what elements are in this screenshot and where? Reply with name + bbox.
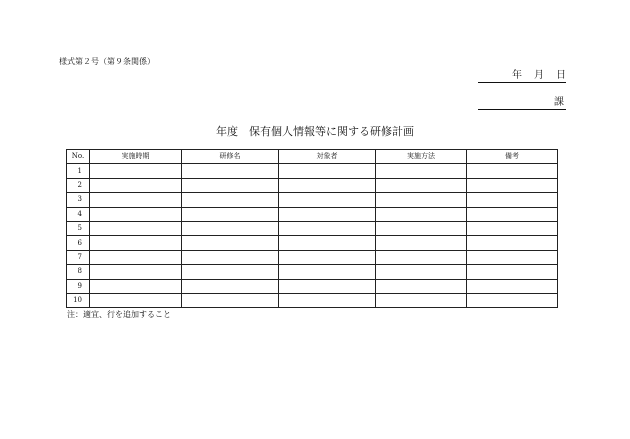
remarks-cell[interactable] [467,193,558,207]
table-row [67,236,558,250]
target-cell[interactable] [279,221,376,235]
table-row [67,265,558,279]
remarks-cell[interactable] [467,293,558,307]
table-row [67,250,558,264]
target-cell[interactable] [279,250,376,264]
target-cell[interactable] [279,265,376,279]
remarks-cell[interactable] [467,236,558,250]
timing-cell[interactable] [90,293,182,307]
remarks-cell[interactable] [467,250,558,264]
training-name-cell[interactable] [182,207,279,221]
training-name-cell[interactable] [182,193,279,207]
department-field[interactable] [478,97,566,110]
timing-cell[interactable] [90,250,182,264]
remarks-cell[interactable] [467,279,558,293]
method-cell[interactable] [376,265,467,279]
remarks-cell[interactable] [467,265,558,279]
table-row [67,164,558,178]
table-row [67,293,558,307]
remarks-cell[interactable] [467,221,558,235]
timing-cell[interactable] [90,279,182,293]
remarks-cell[interactable] [467,178,558,192]
training-name-cell[interactable] [182,279,279,293]
method-cell[interactable] [376,221,467,235]
date-month-label: 月 [534,70,544,81]
date-field[interactable] [478,70,566,83]
training-name-cell[interactable] [182,250,279,264]
row-number: 4 [67,207,90,221]
row-number: 8 [67,265,90,279]
target-cell[interactable] [279,164,376,178]
method-cell[interactable] [376,236,467,250]
method-cell[interactable] [376,279,467,293]
document-title: 年度 保有個人情報等に関する研修計画 [216,125,414,138]
row-number: 9 [67,279,90,293]
timing-cell[interactable] [90,265,182,279]
training-name-cell[interactable] [182,265,279,279]
method-cell[interactable] [376,250,467,264]
method-cell[interactable] [376,207,467,221]
header-no: No. [67,150,90,164]
header-remarks: 備考 [467,150,558,164]
timing-cell[interactable] [90,221,182,235]
date-day-label: 日 [556,70,566,81]
table-row [67,207,558,221]
target-cell[interactable] [279,193,376,207]
training-plan-table [66,149,558,308]
row-number: 7 [67,250,90,264]
row-number: 3 [67,193,90,207]
note-text: 注：適宜、行を追加すること [67,310,171,319]
row-number: 10 [67,293,90,307]
method-cell[interactable] [376,164,467,178]
date-year-label: 年 [512,70,522,81]
table-header-row [67,150,558,164]
timing-cell[interactable] [90,236,182,250]
method-cell[interactable] [376,178,467,192]
header-training-name: 研修名 [182,150,279,164]
table-row [67,279,558,293]
remarks-cell[interactable] [467,207,558,221]
table-row [67,178,558,192]
header-target: 対象者 [279,150,376,164]
row-number: 5 [67,221,90,235]
row-number: 2 [67,178,90,192]
timing-cell[interactable] [90,164,182,178]
timing-cell[interactable] [90,207,182,221]
row-number: 1 [67,164,90,178]
method-cell[interactable] [376,293,467,307]
department-suffix: 課 [554,97,564,108]
training-name-cell[interactable] [182,293,279,307]
target-cell[interactable] [279,293,376,307]
table-row [67,193,558,207]
training-name-cell[interactable] [182,178,279,192]
timing-cell[interactable] [90,193,182,207]
target-cell[interactable] [279,207,376,221]
remarks-cell[interactable] [467,164,558,178]
target-cell[interactable] [279,279,376,293]
training-name-cell[interactable] [182,221,279,235]
row-number: 6 [67,236,90,250]
header-timing: 実施時期 [90,150,182,164]
training-name-cell[interactable] [182,164,279,178]
header-method: 実施方法 [376,150,467,164]
method-cell[interactable] [376,193,467,207]
target-cell[interactable] [279,178,376,192]
timing-cell[interactable] [90,178,182,192]
table-row [67,221,558,235]
target-cell[interactable] [279,236,376,250]
training-name-cell[interactable] [182,236,279,250]
form-number: 様式第２号（第９条関係） [59,57,155,66]
